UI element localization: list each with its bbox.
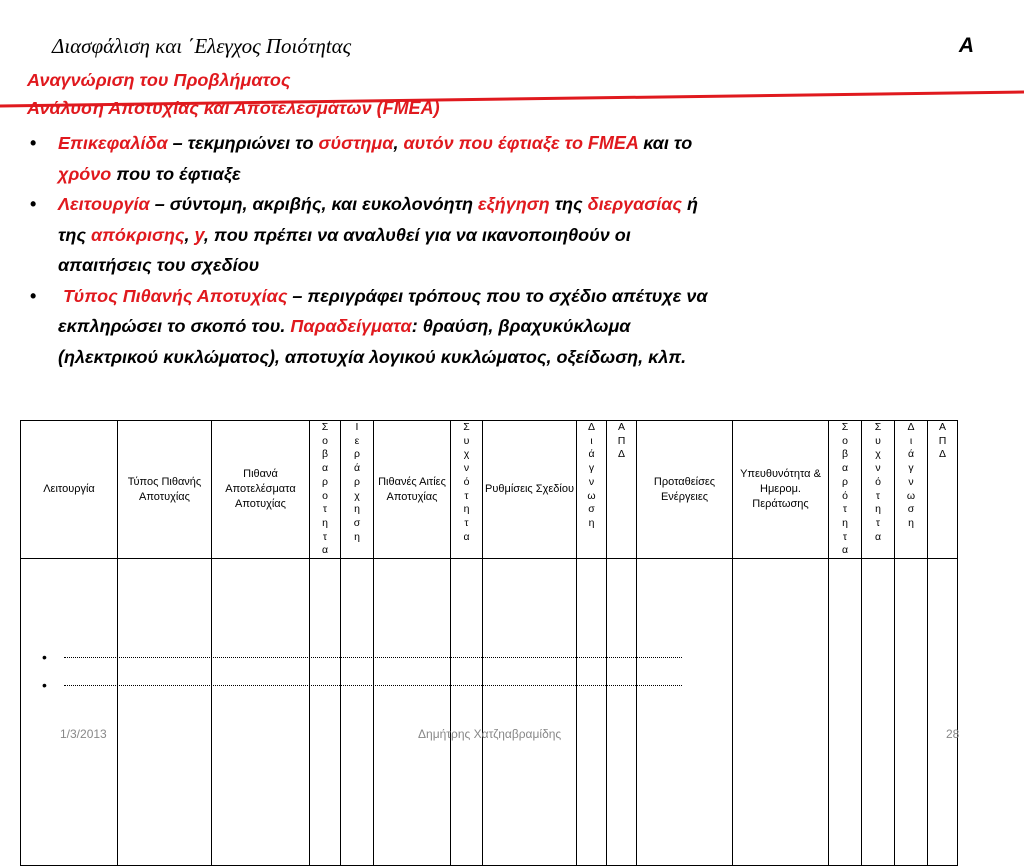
vertical-letter: τ [322,530,328,543]
vertical-letter: Σ [321,421,329,433]
bullet-failure-mode [30,281,910,373]
vertical-letter: α [841,462,849,475]
table-cell [577,559,607,866]
col-detection-2 [895,421,928,559]
table-cell [829,559,862,866]
table-cell [483,559,577,866]
vertical-letter: η [463,503,470,516]
detection-letters [577,421,606,531]
col-failure-causes: Πιθανές Αιτίες Αποτυχίας [374,421,451,559]
vertical-letter: α [321,462,329,475]
vertical-letter: ά [353,462,361,475]
vertical-letter: ν [908,475,914,488]
dotted-rule [64,657,682,658]
term-failure-mode: Τύπος Πιθανής Αποτυχίας [63,285,288,306]
fmea-body-row [21,559,958,866]
vertical-letter: Π [938,434,947,447]
dotted-line [42,647,742,675]
vertical-letter: ν [875,462,881,475]
col-recommended-actions: Προταθείσες Ενέργειες [637,421,733,559]
vertical-letter: α [463,530,470,543]
table-cell [341,559,374,866]
term-time: χρόνο [58,163,112,184]
vertical-letter: ν [588,475,595,488]
table-cell [21,559,118,866]
text-fragment: : θραύση, βραχυκύκλωμα [411,316,631,336]
vertical-letter: Δ [617,448,625,461]
term-function: Λειτουργία [58,194,150,214]
term-response: απόκρισης [90,224,185,245]
col-occurrence-2 [862,421,895,559]
vertical-letter: Ι [355,421,359,433]
vertical-letter: τ [322,503,328,516]
vertical-letter: υ [875,434,881,447]
vertical-letter: ό [875,475,881,488]
col-detection [577,421,607,559]
vertical-letter: η [875,503,881,516]
vertical-letter: ά [907,448,915,461]
col-rpn-2 [928,421,958,559]
vertical-letter: α [321,544,329,557]
slide-header-letter: A [958,34,974,57]
col-severity [310,421,341,559]
vertical-letter: Δ [907,421,915,433]
fmea-header-row [21,421,958,559]
detection-2-letters [895,421,927,531]
footer-author: Δημήτρης Χατζηαβραμίδης [418,727,562,741]
vertical-letter: η [354,530,360,543]
severity-2-letters [829,421,861,558]
vertical-letter: ω [587,489,596,502]
vertical-letter: τ [842,503,848,516]
footer-date: 1/3/2013 [60,727,107,741]
col-responsibility: Υπευθυνότητα & Ημερομ. Περάτωσης [733,421,829,559]
occurrence-letters [451,421,482,544]
vertical-letter: ν [463,462,470,475]
term-explanation: εξήγηση [478,194,550,214]
col-function: Λειτουργία [21,421,118,559]
table-cell [607,559,637,866]
bullet-function [30,189,910,281]
table-cell [212,559,310,866]
slide-header-title: Διασφάλιση και ΄Ελεγχος Ποιότηtας [52,34,352,58]
dotted-lines [42,647,742,703]
text-fragment: που το έφτιαξε [111,163,241,184]
table-cell [310,559,341,866]
vertical-letter: χ [463,448,470,461]
text-fragment: της [549,194,588,214]
vertical-letter: ι [590,434,593,447]
vertical-letter: ι [909,434,913,447]
vertical-letter: υ [463,434,470,447]
vertical-letter: Α [938,421,946,433]
bullet-dot: • [30,285,37,306]
vertical-letter: σ [353,516,361,529]
text-fragment: (ηλεκτρικού κυκλώματος), αποτυχία λογικού κυκλώματος, οξείδωση, κλπ. [58,346,687,367]
term-author: αυτόν που έφτιαξε το FMEA [403,133,639,153]
vertical-letter: Σ [841,421,849,433]
col-rpn [607,421,637,559]
vertical-letter: τ [464,516,469,529]
text-fragment: – τεκμηριώνει το [167,133,319,153]
vertical-letter: ρ [354,448,360,461]
vertical-letter: χ [875,448,881,461]
vertical-letter: τ [875,516,881,529]
severity-letters [310,421,340,558]
subtitle-problem-identification: Αναγνώριση του Προβλήματος [27,70,291,90]
bullet-dot: • [30,133,37,153]
vertical-letter: η [842,516,848,529]
vertical-letter: γ [588,462,595,475]
vertical-letter: Δ [938,448,946,461]
vertical-letter: ο [322,434,328,447]
term-system: σύστημα [318,133,394,153]
vertical-letter: σ [907,503,915,516]
table-cell [895,559,928,866]
vertical-letter: ό [463,475,470,488]
table-cell [928,559,958,866]
col-failure-mode: Τύπος Πιθανής Αποτυχίας [118,421,212,559]
vertical-letter: α [874,530,882,543]
col-classification [341,421,374,559]
vertical-letter: Σ [874,421,882,433]
vertical-letter: α [841,544,849,557]
dotted-line [42,675,742,703]
term-process: διεργασίας [587,194,682,214]
vertical-letter: Α [617,421,625,433]
vertical-letter: ά [588,448,595,461]
vertical-letter: τ [464,489,469,502]
vertical-letter: η [354,503,360,516]
vertical-letter: σ [588,503,595,516]
col-occurrence [451,421,483,559]
table-cell [374,559,451,866]
term-y: y [194,224,204,245]
bullet-list [30,128,910,372]
dotted-rule [64,685,682,686]
text-fragment: απαιτήσεις του σχεδίου [58,255,260,275]
occurrence-2-letters [862,421,894,544]
vertical-letter: χ [354,489,360,502]
text-fragment: , που πρέπει να αναλυθεί για να ικανοποιηθούν οι [203,224,631,245]
vertical-letter: ο [322,489,328,502]
vertical-letter: Σ [463,421,470,433]
vertical-letter: τ [842,530,848,543]
table-cell [733,559,829,866]
vertical-letter: γ [908,462,914,475]
text-fragment: – περιγράφει τρόπους που το σχέδιο απέτυχε να [287,285,708,306]
bullet-dot: • [42,677,47,693]
text-fragment: – σύντομη, ακριβής, και ευκολονόητη [149,194,479,214]
vertical-letter: η [322,516,328,529]
text-fragment: και το [638,133,693,153]
vertical-letter: Π [617,434,626,447]
term-examples: Παραδείγματα [290,316,412,336]
rpn-2-letters [928,421,957,462]
vertical-letter: η [908,516,914,529]
bullet-dot: • [42,649,47,665]
subtitle-fmea: Ανάλυση Αποτυχίας και Αποτελεσμάτων (FMEA) [27,98,440,118]
vertical-letter: β [841,448,849,461]
table-cell [637,559,733,866]
col-failure-effects: Πιθανά Αποτελέσματα Αποτυχίας [212,421,310,559]
vertical-letter: Δ [587,421,595,433]
text-fragment: , [393,133,404,153]
col-severity-2 [829,421,862,559]
vertical-letter: β [321,448,329,461]
text-fragment: της [58,224,91,245]
table-cell [451,559,483,866]
text-fragment: , [184,224,195,245]
table-cell [862,559,895,866]
bullet-header [30,128,910,189]
vertical-letter: ο [842,434,848,447]
bullet-dot: • [30,194,37,214]
vertical-letter: η [588,516,595,529]
fmea-table [20,420,958,866]
rpn-letters [607,421,636,462]
vertical-letter: τ [875,489,881,502]
text-fragment: εκπληρώσει το σκοπό του. [58,316,291,336]
term-header: Επικεφαλίδα [58,133,168,153]
col-design-controls: Ρυθμίσεις Σχεδίου [483,421,577,559]
vertical-letter: ρ [354,475,360,488]
classification-letters [341,421,373,544]
vertical-letter: ε [354,434,360,447]
footer-page-number: 28 [946,727,960,741]
vertical-letter: ρ [322,475,328,488]
table-cell [118,559,212,866]
vertical-letter: ω [906,489,916,502]
vertical-letter: ρ [842,475,848,488]
vertical-letter: ό [842,489,848,502]
text-fragment: ή [681,194,698,214]
